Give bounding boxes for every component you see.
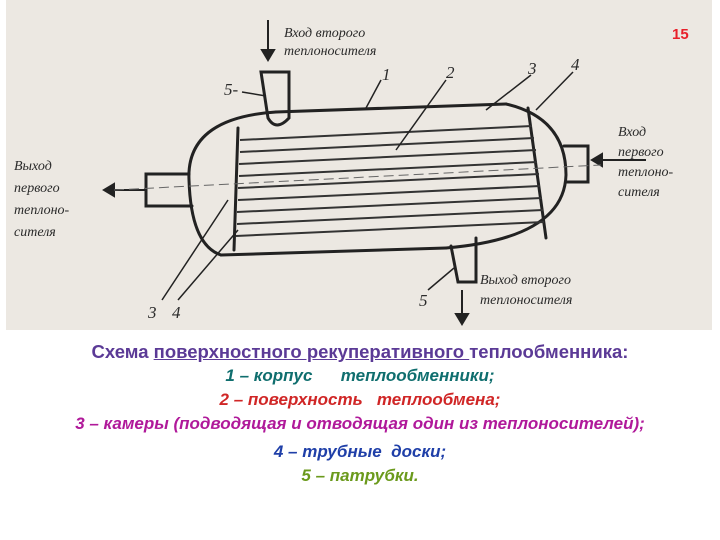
label-out-first-4: сителя — [14, 225, 56, 240]
legend-item-4: 4 – трубные доски; — [273, 442, 447, 461]
diagram-image — [6, 0, 712, 330]
callout-4-bottom: 4 — [172, 303, 181, 322]
callout-2: 2 — [446, 63, 455, 82]
legend-item-2: 2 – поверхность теплообмена; — [219, 390, 501, 409]
legend-item-3: 3 – камеры (подводящая и отводящая один из теплоносителей); — [75, 414, 645, 433]
label-in-first-1: Вход — [618, 125, 647, 140]
leader-4-bottom — [178, 230, 238, 300]
label-out-first-1: Выход — [14, 159, 52, 174]
legend-item-5: 5 – патрубки. — [301, 466, 419, 485]
label-in-second-top-1: Вход второго — [284, 26, 366, 41]
callout-1: 1 — [382, 65, 391, 84]
label-in-first-2: первого — [618, 145, 664, 160]
right-nozzle — [564, 146, 588, 182]
caption-title — [0, 340, 720, 364]
leader-1 — [366, 80, 381, 108]
callout-5-top: 5- — [224, 80, 239, 99]
callout-3-bottom: 3 — [148, 303, 157, 322]
label-in-first-3: теплоно- — [618, 165, 674, 180]
shell-body — [221, 104, 506, 255]
label-out-first-3: теплоно- — [14, 203, 70, 218]
label-out-first-2: первого — [14, 181, 60, 196]
leader-5-top — [242, 92, 266, 96]
left-nozzle — [146, 174, 192, 206]
label-out-second-1: Выход второго — [480, 273, 571, 288]
callout-5-bottom: 5 — [419, 291, 428, 310]
label-out-second-2: теплоносителя — [480, 293, 573, 308]
tube-sheet-right — [528, 108, 546, 238]
leader-5-bottom — [428, 268, 454, 290]
label-in-second-top-2: теплоносителя — [284, 44, 377, 59]
caption-title-underlined: поверхностного рекуперативного — [153, 341, 470, 362]
callout-3: 3 — [528, 59, 537, 78]
slide-number: 15 — [672, 26, 689, 43]
caption — [0, 340, 720, 488]
leader-2 — [396, 80, 446, 150]
caption-title-post: теплообменника: — [469, 341, 629, 362]
label-in-first-4: сителя — [618, 185, 660, 200]
left-chamber — [189, 112, 276, 255]
top-nozzle — [261, 72, 289, 125]
leader-3-bottom — [162, 200, 228, 300]
legend-item-1: 1 – корпус теплообменники; — [225, 366, 495, 385]
leader-4 — [536, 72, 573, 110]
callout-4: 4 — [571, 55, 580, 74]
heat-exchanger-diagram — [6, 0, 712, 330]
caption-title-pre: Схема — [91, 341, 154, 362]
